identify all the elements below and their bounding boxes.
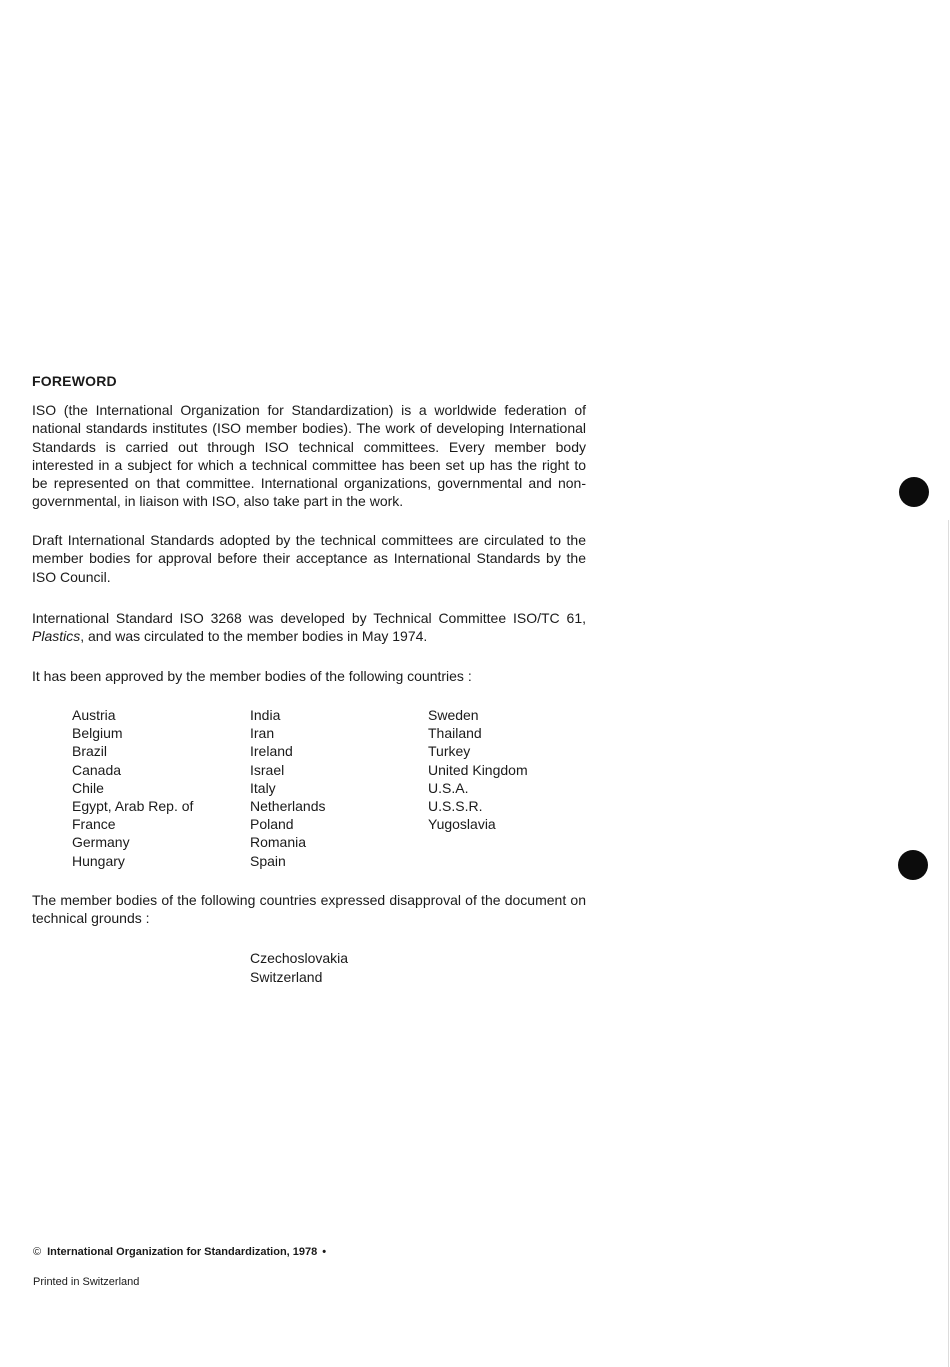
country-item: Chile xyxy=(72,779,104,796)
scan-edge-line xyxy=(948,520,949,1367)
disapproval-intro: The member bodies of the following countries expressed disapproval of the document on technical grounds : xyxy=(32,892,586,927)
country-item: Spain xyxy=(250,852,286,869)
foreword-paragraph-3 xyxy=(32,609,586,646)
country-item: Czechoslovakia xyxy=(250,950,349,966)
approved-countries-column-2 xyxy=(250,706,326,870)
printed-location: Printed in Switzerland xyxy=(33,1276,140,1288)
country-item: India xyxy=(250,707,281,723)
punch-hole-mark xyxy=(898,850,928,880)
committee-title-italic: Plastics xyxy=(32,628,81,645)
country-item: U.S.A. xyxy=(428,779,469,796)
approved-countries-column-3 xyxy=(428,706,528,833)
country-item: Egypt, Arab Rep. of xyxy=(72,798,194,815)
country-item: Austria xyxy=(72,707,116,723)
country-item: United Kingdom xyxy=(428,761,528,778)
bullet-mark: • xyxy=(322,1246,327,1258)
country-item: Hungary xyxy=(72,852,125,869)
foreword-paragraph-1: ISO (the International Organization for Standardization) is a worldwide federation of national standards institutes (ISO member bodies). The work of developing International Standards is carried out through ISO technical committees. Every member body interested in a subject for which a technical committee has been set up has the right to be represented on that committee. International organizations, governmental and non-governmental, in liaison with ISO, also take part in the work. xyxy=(32,402,586,510)
approved-countries-column-1 xyxy=(72,706,193,870)
copyright-notice xyxy=(33,1246,326,1258)
country-item: U.S.S.R. xyxy=(428,798,483,815)
country-item: Ireland xyxy=(250,743,293,760)
country-item: Turkey xyxy=(428,743,471,760)
country-item: Belgium xyxy=(72,725,123,742)
country-item: Romania xyxy=(250,834,307,851)
disapproving-countries-list xyxy=(250,949,348,986)
foreword-paragraph-2: Draft International Standards adopted by the technical committees are circulated to the member bodies for approval before their acceptance as International Standards by the ISO Council. xyxy=(32,532,586,585)
country-item: Netherlands xyxy=(250,798,326,815)
copyright-text: International Organization for Standardization, 1978 xyxy=(47,1246,318,1258)
country-item: Sweden xyxy=(428,707,479,723)
approval-intro: It has been approved by the member bodies of the following countries : xyxy=(32,668,472,684)
country-item: Israel xyxy=(250,761,285,778)
paragraph-3-text-start: International Standard ISO 3268 was developed by Technical Committee ISO/TC 61, xyxy=(32,610,586,626)
copyright-symbol: © xyxy=(33,1246,42,1258)
country-item: Germany xyxy=(72,834,130,851)
country-item: Iran xyxy=(250,725,275,742)
country-item: France xyxy=(72,816,116,833)
country-item: Yugoslavia xyxy=(428,816,496,833)
punch-hole-mark xyxy=(899,477,929,507)
country-item: Brazil xyxy=(72,743,108,760)
country-item: Poland xyxy=(250,816,294,833)
foreword-heading: FOREWORD xyxy=(32,373,117,389)
paragraph-3-text-end: , and was circulated to the member bodies in May 1974. xyxy=(80,628,428,645)
country-item: Switzerland xyxy=(250,968,323,985)
country-item: Canada xyxy=(72,761,122,778)
country-item: Italy xyxy=(250,779,276,796)
country-item: Thailand xyxy=(428,725,482,742)
